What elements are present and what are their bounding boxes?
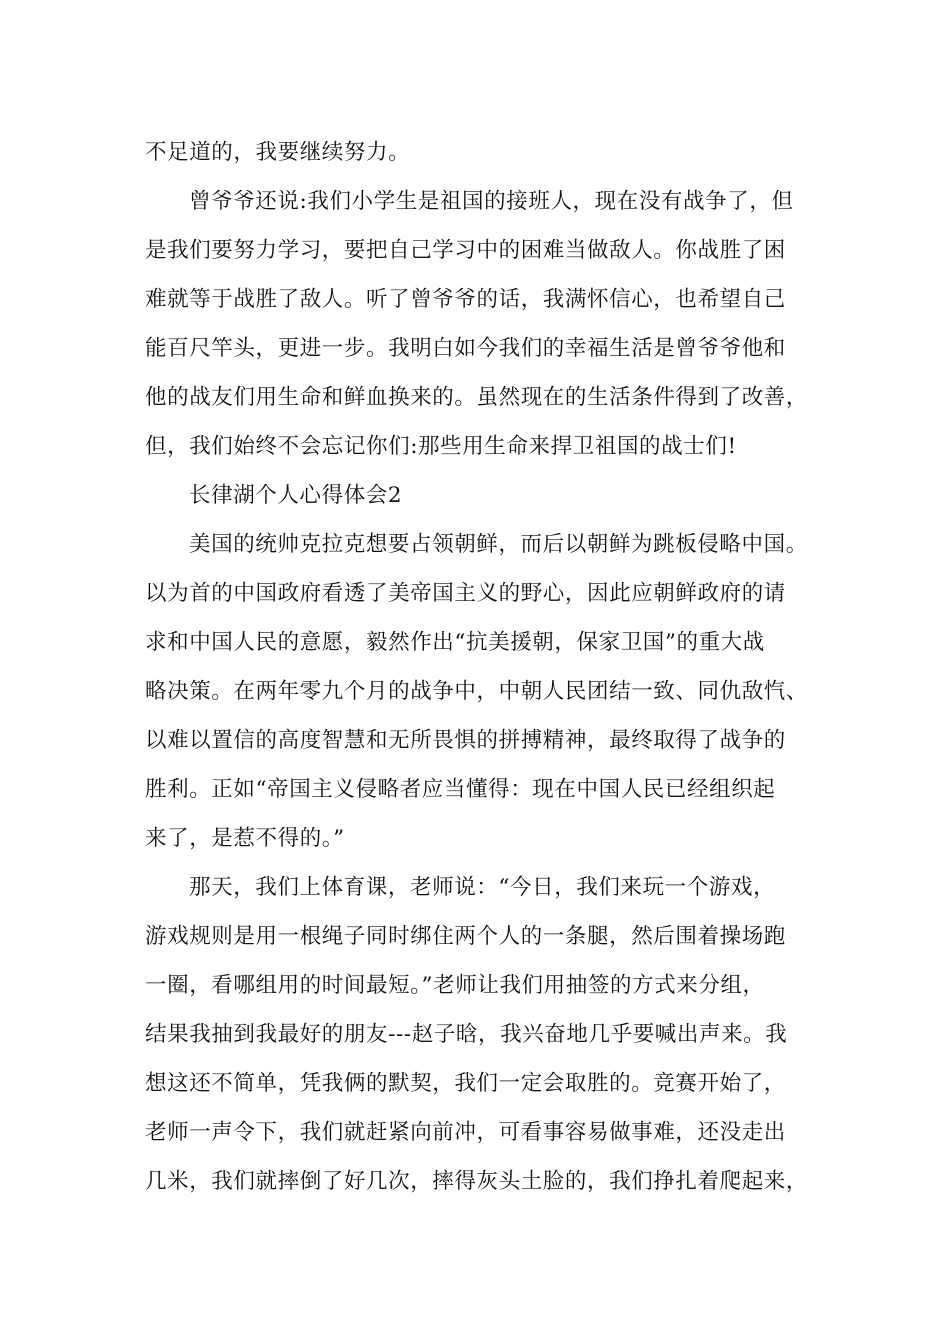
text-line: 一圈，看哪组用的时间最短。”老师让我们用抽签的方式来分组， <box>145 973 765 998</box>
text-line: 结果我抽到我最好的朋友---赵子晗，我兴奋地几乎要喊出声来。我 <box>145 1022 788 1047</box>
text-line: 想这还不简单，凭我俩的默契，我们一定会取胜的。竞赛开始了， <box>145 1071 786 1096</box>
text-line: 略决策。在两年零九个月的战争中，中朝人民团结一致、同仇敌忾、 <box>145 679 809 704</box>
text-line: 不足道的，我要继续努力。 <box>145 140 411 165</box>
text-line: 难就等于战胜了敌人。听了曾爷爷的话，我满怀信心，也希望自己 <box>145 287 786 312</box>
text-line: 来了，是惹不得的。” <box>145 826 345 851</box>
text-line: 求和中国人民的意愿，毅然作出“抗美援朝，保家卫国”的重大战 <box>145 630 765 655</box>
paragraph-start-line: 那天，我们上体育课，老师说：“今日，我们来玩一个游戏， <box>189 875 776 900</box>
text-line: 他的战友们用生命和鲜血换来的。虽然现在的生活条件得到了改善， <box>145 385 809 410</box>
paragraph-start-line: 美国的统帅克拉克想要占领朝鲜，而后以朝鲜为跳板侵略中国。 <box>189 532 808 557</box>
text-line: 但，我们始终不会忘记你们:那些用生命来捍卫祖国的战士们! <box>145 434 737 459</box>
text-line: 几米，我们就摔倒了好几次，摔得灰头土脸的，我们挣扎着爬起来， <box>145 1169 809 1194</box>
text-line: 能百尺竿头，更进一步。我明白如今我们的幸福生活是曾爷爷他和 <box>145 336 786 361</box>
section-heading: 长律湖个人心得体会2 <box>189 483 403 508</box>
text-line: 游戏规则是用一根绳子同时绑住两个人的一条腿，然后围着操场跑 <box>145 924 786 949</box>
text-line: 以为首的中国政府看透了美帝国主义的野心，因此应朝鲜政府的请 <box>145 581 786 606</box>
document-body <box>145 128 835 1206</box>
text-line: 以难以置信的高度智慧和无所畏惧的拼搏精神，最终取得了战争的 <box>145 728 786 753</box>
text-line: 老师一声令下，我们就赶紧向前冲，可看事容易做事难，还没走出 <box>145 1120 786 1145</box>
paragraph-start-line: 曾爷爷还说:我们小学生是祖国的接班人，现在没有战争了，但 <box>189 189 794 214</box>
text-line: 是我们要努力学习，要把自己学习中的困难当做敌人。你战胜了困 <box>145 238 786 263</box>
text-line: 胜利。正如“帝国主义侵略者应当懂得：现在中国人民已经组织起 <box>145 777 776 802</box>
